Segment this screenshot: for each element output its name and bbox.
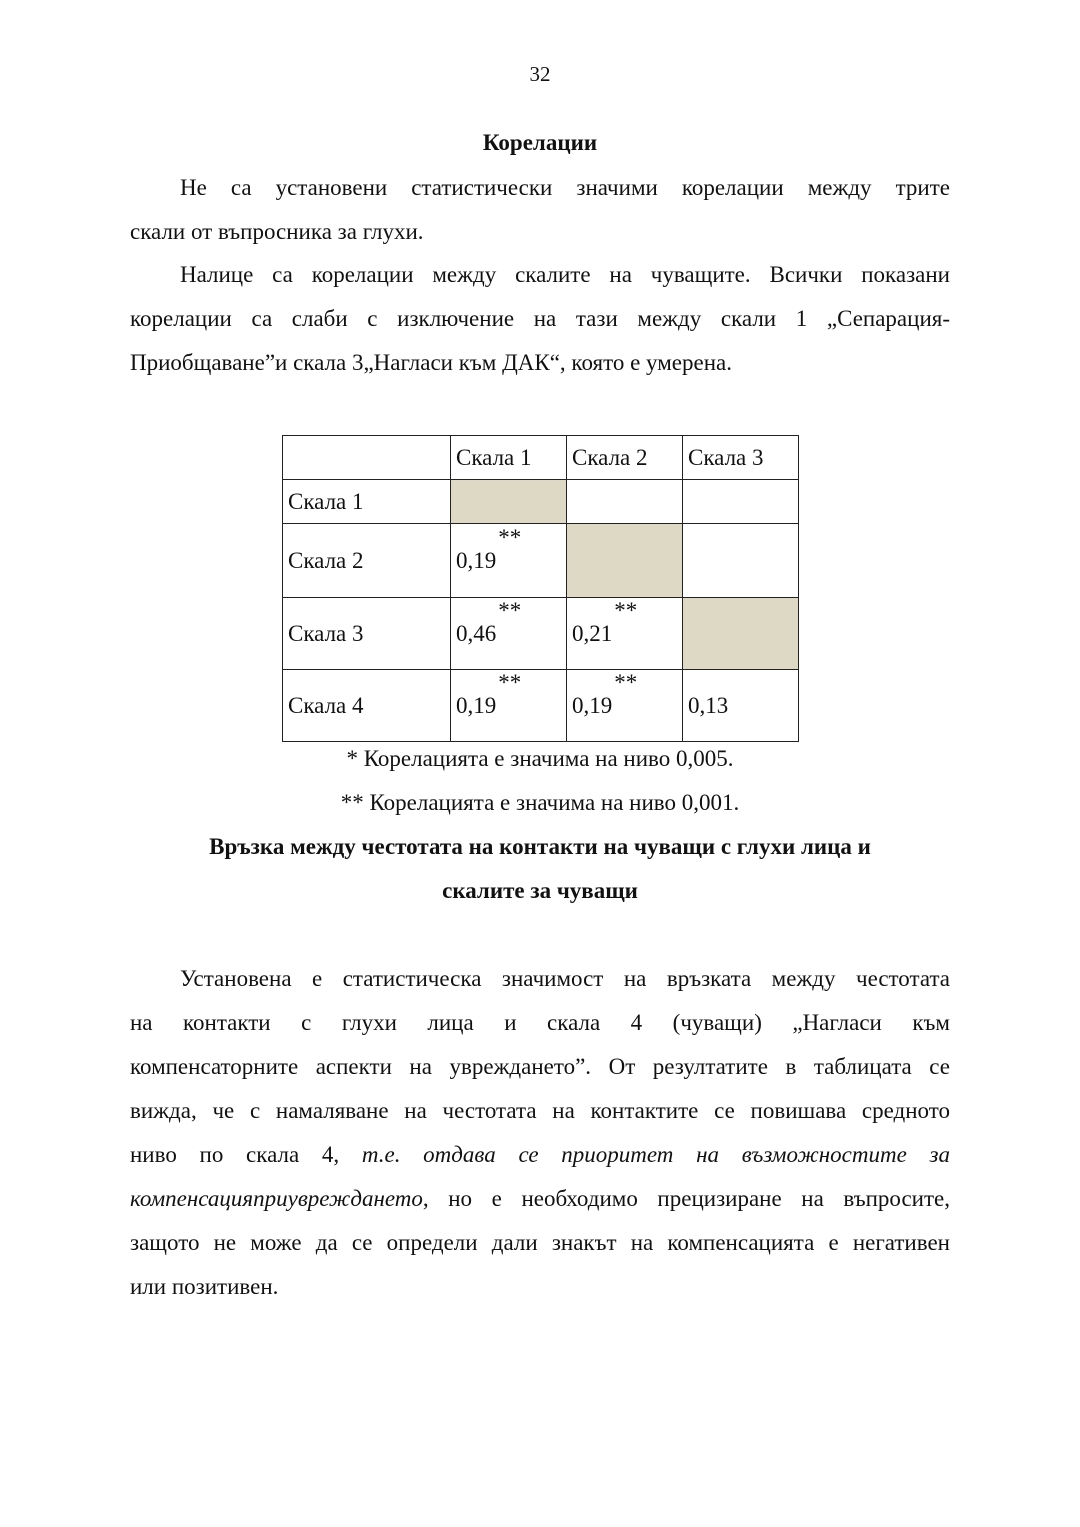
paragraph-line: защото не може да се определи дали знакът на компенсацията е негативен	[130, 1230, 950, 1255]
text-run: , но е необходимо прецизиране на въпросите,	[422, 1186, 950, 1211]
significance-marker: **	[498, 597, 522, 623]
table-cell	[451, 598, 567, 670]
table-row	[283, 480, 799, 524]
paragraph-contact-frequency	[130, 957, 950, 1309]
paragraph-line: на контакти с глухи лица и скала 4 (чуващи) „Нагласи към	[130, 1010, 950, 1035]
section-heading-contacts: Връзка между честотата на контакти на чуващи с глухи лица и	[209, 834, 871, 859]
table-header-row	[283, 436, 799, 480]
table-cell	[683, 670, 799, 742]
table-header-cell: Скала 3	[683, 436, 799, 480]
table-cell	[683, 524, 799, 598]
paragraph-line	[130, 1133, 950, 1177]
paragraph-deaf-scales	[130, 166, 950, 254]
paragraph-line: компенсаторните аспекти на увреждането”. От резултатите в таблицата се	[130, 1054, 950, 1079]
correlation-value	[688, 693, 728, 719]
footnote-significance-001: ** Корелацията е значима на ниво 0,001.	[340, 790, 740, 815]
value-text: 0,46	[456, 620, 497, 646]
paragraph-line	[130, 957, 950, 1001]
paragraph-line	[130, 1177, 950, 1221]
significance-marker: **	[498, 524, 522, 550]
table-cell-diagonal	[567, 524, 683, 598]
row-label: Скала 3	[283, 598, 451, 670]
value-text: 0,19	[572, 692, 613, 718]
table-row	[283, 598, 799, 670]
section-heading-contacts-line2: скалите за чуващи	[442, 878, 638, 903]
paragraph-line: корелации са слаби с изключение на тази между скали 1 „Сепарация-	[130, 306, 950, 331]
table-cell	[683, 480, 799, 524]
table-cell	[567, 598, 683, 670]
paragraph-line: вижда, че с намаляване на честотата на контактите се повишава средното	[130, 1098, 950, 1123]
paragraph-line: Приобщаване”и скала 3„Нагласи към ДАК“, която е умерена.	[130, 350, 732, 375]
table-cell-diagonal	[451, 480, 567, 524]
table-header-cell: Скала 2	[567, 436, 683, 480]
table-cell	[451, 670, 567, 742]
table-row	[283, 670, 799, 742]
value-text: 0,21	[572, 620, 613, 646]
text-run: Установена е статистическа значимост на връзката между честотата	[180, 966, 950, 991]
correlation-value	[456, 524, 522, 574]
italic-text: компенсацияприувреждането	[130, 1186, 423, 1211]
paragraph-line: или позитивен.	[130, 1274, 279, 1299]
value-text: 0,13	[688, 692, 729, 718]
value-text: 0,19	[456, 692, 497, 718]
footnote-significance-005: * Корелацията е значима на ниво 0,005.	[346, 746, 734, 771]
correlation-value	[456, 597, 522, 647]
text-run: Не са установени статистически значими корелации между трите	[180, 175, 950, 200]
significance-marker: **	[614, 597, 638, 623]
text-run: ниво по скала 4,	[130, 1142, 362, 1167]
italic-text: т.е. отдава се приоритет на възможностите за	[361, 1142, 951, 1167]
table-cell	[567, 480, 683, 524]
row-label: Скала 2	[283, 524, 451, 598]
correlation-table	[282, 435, 799, 742]
table-cell	[451, 524, 567, 598]
correlation-value	[572, 597, 638, 647]
text-run: Налице са корелации между скалите на чуващите. Всички показани	[180, 262, 950, 287]
row-label: Скала 1	[283, 480, 451, 524]
paragraph-line	[130, 253, 950, 297]
paragraph-line	[130, 166, 950, 210]
significance-marker: **	[614, 669, 638, 695]
section-heading-correlations: Корелации	[482, 130, 598, 155]
row-label: Скала 4	[283, 670, 451, 742]
value-text: 0,19	[456, 547, 497, 573]
table-cell	[567, 670, 683, 742]
paragraph-line: скали от въпросника за глухи.	[130, 219, 424, 244]
paragraph-hearing-scales	[130, 253, 950, 385]
table-header-cell	[283, 436, 451, 480]
correlation-value	[572, 669, 638, 719]
table-cell-diagonal	[683, 598, 799, 670]
significance-marker: **	[498, 669, 522, 695]
table-row	[283, 524, 799, 598]
table-header-cell: Скала 1	[451, 436, 567, 480]
page-number: 32	[529, 62, 551, 86]
correlation-value	[456, 669, 522, 719]
